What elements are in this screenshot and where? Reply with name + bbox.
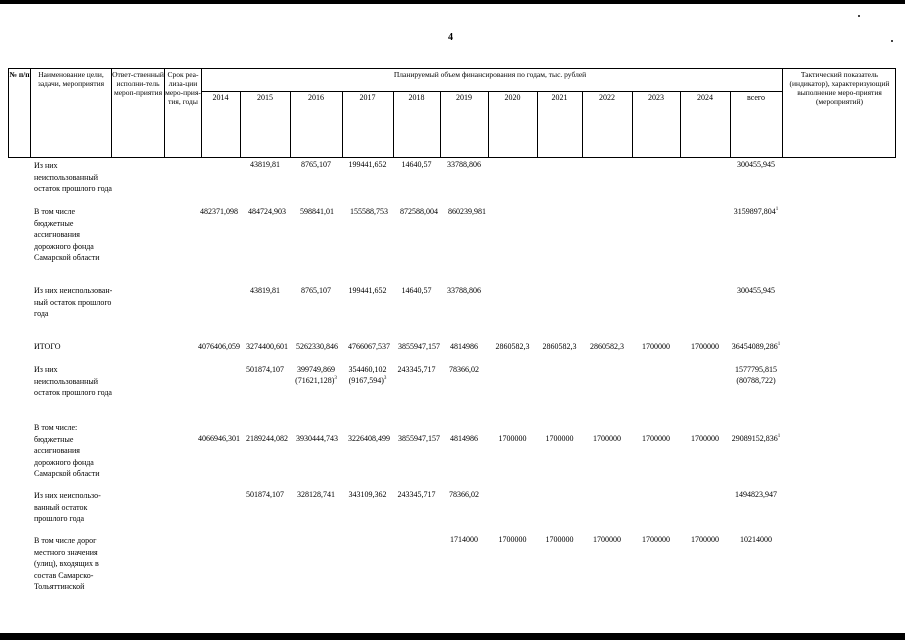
top-border xyxy=(0,0,905,4)
cell-2018: 243345,717 xyxy=(397,365,436,374)
cell-2018: 872588,004 xyxy=(400,207,438,216)
cell-2019: 33788,806 xyxy=(447,286,481,295)
cell-2017: 4766067,537 xyxy=(348,342,390,351)
cell-2017: 155588,753 xyxy=(350,207,388,216)
cell-2020: 2860582,3 xyxy=(495,342,530,351)
row-name: В том числе бюджетные ассигнования дорожного фонда Самарской области xyxy=(34,207,100,262)
table-rule xyxy=(8,68,896,69)
cell-2016: 3930444,743 xyxy=(296,434,338,443)
cell-total: 300455,945 xyxy=(737,160,775,169)
cell-total-paren: (80788,722) xyxy=(736,376,776,385)
year-label: 2018 xyxy=(408,93,425,102)
cell-2019: 860239,981 xyxy=(448,207,486,216)
cell-2021: 1700000 xyxy=(545,434,574,443)
cell-2015: 43819,81 xyxy=(250,160,280,169)
year-label: 2017 xyxy=(359,93,376,102)
cell-2019: 33788,806 xyxy=(447,160,481,169)
table-rule xyxy=(201,68,202,158)
year-label: 2020 xyxy=(504,93,521,102)
scan-speck xyxy=(858,15,860,17)
cell-total: 300455,945 xyxy=(737,286,775,295)
cell-2023: 1700000 xyxy=(642,535,670,544)
cell-2019: 4814986 xyxy=(450,434,478,443)
table-rule xyxy=(8,157,896,158)
cell-2016: 8765,107 xyxy=(301,286,331,295)
cell-2017: 199441,652 xyxy=(348,160,387,169)
cell-2014: 482371,098 xyxy=(200,207,238,216)
header-num: № п/п xyxy=(9,70,30,79)
cell-2015: 484724,903 xyxy=(248,207,286,216)
header-term: Срок реа-лиза-ции меро-прия-тия, годы xyxy=(165,70,201,106)
year-label: 2019 xyxy=(456,93,472,102)
cell-2018: 3855947,157 xyxy=(398,434,440,443)
cell-2018: 243345,717 xyxy=(397,490,436,499)
cell-total: 3159897,804$^1$ xyxy=(733,207,779,216)
cell-2019: 4814986 xyxy=(450,342,478,351)
cell-2017: 3226408,499 xyxy=(348,434,390,443)
year-label: 2024 xyxy=(697,93,713,102)
cell-2017-paren: $(9167,594)^3$ xyxy=(348,376,387,385)
year-label: 2023 xyxy=(648,93,664,102)
cell-2016-paren: $(71621,128)^3$ xyxy=(295,376,337,385)
cell-2020: 1700000 xyxy=(498,434,527,443)
row-name: ИТОГО xyxy=(34,342,61,351)
header-responsible: Ответ-ственный исполни-тель мероп-приятия xyxy=(112,70,164,97)
cell-2017: 343109,362 xyxy=(348,490,387,499)
cell-2016: 598841,01 xyxy=(300,207,334,216)
header-plan-title: Планируемый объем финансирования по годам, тыс. рублей xyxy=(393,70,587,79)
cell-2024: 1700000 xyxy=(691,434,719,443)
cell-2019: 78366,02 xyxy=(449,490,479,499)
row-name: Из них неиспользо-ванный остаток прошлого года xyxy=(34,491,101,523)
cell-2016: 399749,869 xyxy=(297,365,335,374)
row-name: В том числе дорог местного значения (улиц), входящих в состав Самарско-Тольяттинской xyxy=(34,536,99,591)
year-label: 2021 xyxy=(551,93,568,102)
cell-2022: 1700000 xyxy=(593,434,621,443)
scan-speck xyxy=(891,40,893,42)
cell-2018: 3855947,157 xyxy=(398,342,440,351)
cell-2022: 1700000 xyxy=(593,535,621,544)
cell-total: 10214000 xyxy=(740,535,772,544)
cell-2023: 1700000 xyxy=(642,434,670,443)
cell-total: 1494823,947 xyxy=(735,490,777,499)
cell-total: 36454089,286$^1$ xyxy=(731,342,781,351)
cell-2019: 78366,02 xyxy=(449,365,479,374)
cell-2016: 328128,741 xyxy=(297,490,335,499)
header-name: Наименование цели, задачи, мероприятия xyxy=(37,70,105,88)
cell-2018: 14640,57 xyxy=(401,286,432,295)
cell-2021: 2860582,3 xyxy=(542,342,577,351)
year-label: 2014 xyxy=(212,93,229,102)
cell-2017: 199441,652 xyxy=(348,286,387,295)
cell-2015: 3274400,601 xyxy=(246,342,288,351)
row-name: Из них неиспользованный остаток прошлого года xyxy=(34,365,112,397)
cell-2015: 501874,107 xyxy=(246,490,284,499)
cell-2017: 354460,102 xyxy=(348,365,387,374)
table-rule xyxy=(895,68,896,158)
table-rule xyxy=(8,68,9,158)
year-label: 2016 xyxy=(308,93,324,102)
year-label: 2015 xyxy=(257,93,273,102)
cell-2015: 501874,107 xyxy=(246,365,284,374)
cell-2014: 4076406,059 xyxy=(198,342,240,351)
cell-total: 29089152,836$^1$ xyxy=(731,434,781,443)
table-rule xyxy=(782,68,783,158)
cell-2018: 14640,57 xyxy=(401,160,432,169)
cell-2016: 8765,107 xyxy=(301,160,331,169)
row-name: Из них неиспользованный остаток прошлого года xyxy=(34,161,112,193)
cell-total: 1577795,815 xyxy=(735,365,777,374)
cell-2024: 1700000 xyxy=(691,535,719,544)
year-label: 2022 xyxy=(599,93,615,102)
table-rule xyxy=(201,91,782,92)
cell-2023: 1700000 xyxy=(642,342,670,351)
cell-2021: 1700000 xyxy=(545,535,574,544)
header-indicator: Тактический показатель (индикатор), характеризующий выполнение меро-приятия (мероприятий) xyxy=(789,70,890,106)
bottom-border xyxy=(0,633,905,640)
cell-2019: 1714000 xyxy=(450,535,478,544)
row-name: Из них неиспользован-ный остаток прошлого года xyxy=(34,286,113,318)
row-name: В том числе: бюджетные ассигнования дорожного фонда Самарской области xyxy=(34,423,100,478)
page-number: 4 xyxy=(448,32,453,43)
table-rule xyxy=(30,68,31,158)
year-label: всего xyxy=(746,93,765,102)
cell-2020: 1700000 xyxy=(498,535,527,544)
cell-2015: 2189244,082 xyxy=(246,434,288,443)
cell-2015: 43819,81 xyxy=(250,286,280,295)
cell-2016: 5262330,846 xyxy=(296,342,338,351)
cell-2022: 2860582,3 xyxy=(590,342,624,351)
cell-2014: 4066946,301 xyxy=(198,434,240,443)
cell-2024: 1700000 xyxy=(691,342,719,351)
